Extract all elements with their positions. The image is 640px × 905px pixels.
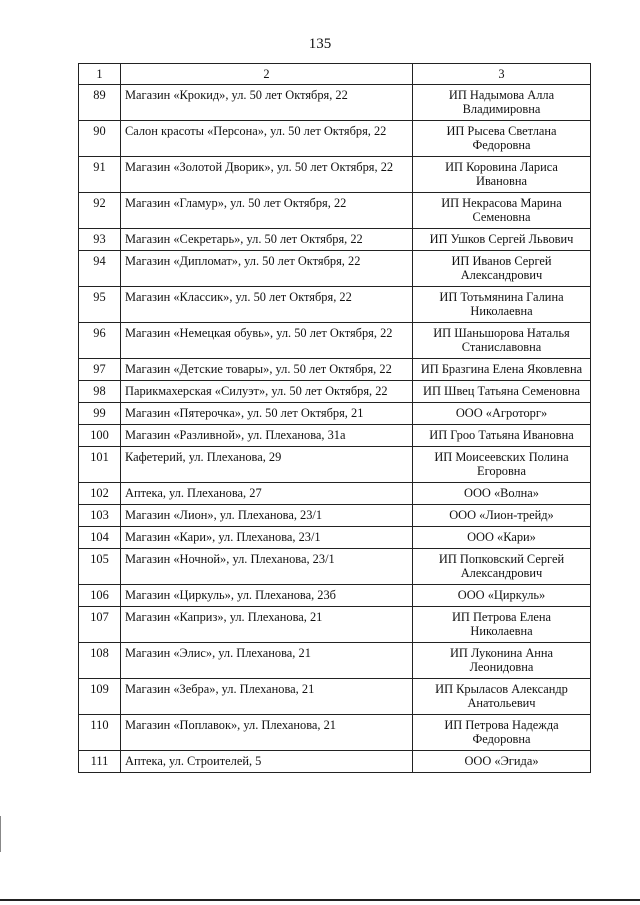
owner-cell [413,251,591,287]
owner-line: Семеновна [472,210,531,224]
row-number: 90 [79,121,121,157]
object-name-address: Кафетерий, ул. Плеханова, 29 [121,447,413,483]
object-name-address: Магазин «Детские товары», ул. 50 лет Октября, 22 [121,359,413,381]
table-row [79,229,591,251]
row-number: 108 [79,643,121,679]
object-name-address: Магазин «Зебра», ул. Плеханова, 21 [121,679,413,715]
table-row [79,607,591,643]
owner-cell [413,585,591,607]
row-number: 111 [79,751,121,773]
table-row [79,359,591,381]
table-row [79,323,591,359]
page-bottom-edge [0,899,640,901]
object-name-address: Салон красоты «Персона», ул. 50 лет Октября, 22 [121,121,413,157]
object-name-address: Магазин «Немецкая обувь», ул. 50 лет Октября, 22 [121,323,413,359]
table-row [79,505,591,527]
table-row [79,425,591,447]
owner-line: ИП Ушков Сергей Львович [429,232,574,246]
owner-cell [413,381,591,403]
owner-cell [413,85,591,121]
owner-line: Александрович [460,268,543,282]
object-name-address: Магазин «Элис», ул. Плеханова, 21 [121,643,413,679]
owner-line: ООО «Циркуль» [457,588,546,602]
owner-line: ООО «Волна» [464,486,539,500]
row-number: 93 [79,229,121,251]
object-name-address: Аптека, ул. Плеханова, 27 [121,483,413,505]
table-row [79,403,591,425]
owner-line: Владимировна [462,102,541,116]
owner-cell [413,425,591,447]
owner-line: Федоровна [472,732,531,746]
owner-cell [413,121,591,157]
owner-cell [413,715,591,751]
table-body [79,85,591,773]
table-row [79,715,591,751]
object-name-address: Магазин «Поплавок», ул. Плеханова, 21 [121,715,413,751]
object-name-address: Магазин «Дипломат», ул. 50 лет Октября, 22 [121,251,413,287]
table-row [79,751,591,773]
owner-line: ИП Петрова Елена [451,610,552,624]
owner-line: ООО «Эгида» [464,754,539,768]
object-name-address: Аптека, ул. Строителей, 5 [121,751,413,773]
owner-cell [413,679,591,715]
owner-line: Ивановна [476,174,527,188]
owner-cell [413,287,591,323]
owner-line: ИП Коровина Лариса [445,160,558,174]
column-header-owner: 3 [413,64,591,85]
table-header-row [79,64,591,85]
table-row [79,251,591,287]
object-name-address: Магазин «Гламур», ул. 50 лет Октября, 22 [121,193,413,229]
row-number: 96 [79,323,121,359]
owner-line: Егоровна [477,464,526,478]
owner-cell [413,403,591,425]
table-row [79,121,591,157]
owner-cell [413,193,591,229]
row-number: 92 [79,193,121,229]
table-row [79,585,591,607]
column-header-number: 1 [79,64,121,85]
column-header-object: 2 [121,64,413,85]
owner-cell [413,323,591,359]
owner-cell [413,157,591,193]
row-number: 103 [79,505,121,527]
owner-line: ИП Некрасова Марина [441,196,562,210]
table-row [79,527,591,549]
owner-cell [413,527,591,549]
table-row [79,287,591,323]
object-name-address: Парикмахерская «Силуэт», ул. 50 лет Октября, 22 [121,381,413,403]
owner-line: ИП Луконина Анна [449,646,554,660]
table-row [79,85,591,121]
row-number: 101 [79,447,121,483]
owner-cell [413,549,591,585]
owner-line: Николаевна [470,624,533,638]
owner-cell [413,447,591,483]
object-name-address: Магазин «Ночной», ул. Плеханова, 23/1 [121,549,413,585]
owner-line: ИП Надымова Алла [448,88,555,102]
owner-line: ИП Бразгина Елена Яковлевна [420,362,583,376]
owner-line: ИП Швец Татьяна Семеновна [423,384,580,398]
object-name-address: Магазин «Классик», ул. 50 лет Октября, 22 [121,287,413,323]
owner-line: ИП Гроо Татьяна Ивановна [429,428,574,442]
object-name-address: Магазин «Секретарь», ул. 50 лет Октября, 22 [121,229,413,251]
owner-line: ООО «Кари» [467,530,536,544]
table-row [79,549,591,585]
row-number: 104 [79,527,121,549]
table-row [79,157,591,193]
owner-line: Леонидовна [469,660,534,674]
owner-cell [413,643,591,679]
table-row [79,679,591,715]
object-name-address: Магазин «Крокид», ул. 50 лет Октября, 22 [121,85,413,121]
scan-edge-mark [0,816,1,852]
row-number: 110 [79,715,121,751]
row-number: 98 [79,381,121,403]
owner-cell [413,229,591,251]
owner-line: ИП Шаньшорова Наталья [433,326,570,340]
row-number: 107 [79,607,121,643]
owner-line: ИП Тотьмянина Галина [439,290,564,304]
row-number: 97 [79,359,121,381]
owner-cell [413,751,591,773]
owner-line: ИП Попковский Сергей [438,552,565,566]
owner-cell [413,607,591,643]
row-number: 91 [79,157,121,193]
registry-table [78,63,591,773]
owner-line: ИП Рысева Светлана [446,124,557,138]
row-number: 102 [79,483,121,505]
row-number: 105 [79,549,121,585]
owner-line: Станиславовна [461,340,542,354]
row-number: 100 [79,425,121,447]
row-number: 94 [79,251,121,287]
owner-line: Федоровна [472,138,531,152]
owner-line: ООО «Лион-трейд» [449,508,554,522]
owner-line: Николаевна [470,304,533,318]
owner-line: ИП Крыласов Александр [435,682,568,696]
table-row [79,381,591,403]
row-number: 95 [79,287,121,323]
owner-line: ИП Моисеевских Полина [434,450,569,464]
owner-line: ИП Петрова Надежда [444,718,559,732]
owner-line: Александрович [460,566,543,580]
table-row [79,193,591,229]
object-name-address: Магазин «Циркуль», ул. Плеханова, 23б [121,585,413,607]
row-number: 89 [79,85,121,121]
owner-cell [413,483,591,505]
owner-line: ИП Иванов Сергей [451,254,552,268]
table-row [79,483,591,505]
table-row [79,447,591,483]
page-number: 135 [308,36,332,52]
owner-cell [413,505,591,527]
object-name-address: Магазин «Лион», ул. Плеханова, 23/1 [121,505,413,527]
table-row [79,643,591,679]
owner-line: Анатольевич [467,696,536,710]
object-name-address: Магазин «Пятерочка», ул. 50 лет Октября, 21 [121,403,413,425]
row-number: 99 [79,403,121,425]
object-name-address: Магазин «Каприз», ул. Плеханова, 21 [121,607,413,643]
object-name-address: Магазин «Кари», ул. Плеханова, 23/1 [121,527,413,549]
row-number: 106 [79,585,121,607]
owner-cell [413,359,591,381]
object-name-address: Магазин «Разливной», ул. Плеханова, 31а [121,425,413,447]
row-number: 109 [79,679,121,715]
owner-line: ООО «Агроторг» [455,406,548,420]
object-name-address: Магазин «Золотой Дворик», ул. 50 лет Октября, 22 [121,157,413,193]
